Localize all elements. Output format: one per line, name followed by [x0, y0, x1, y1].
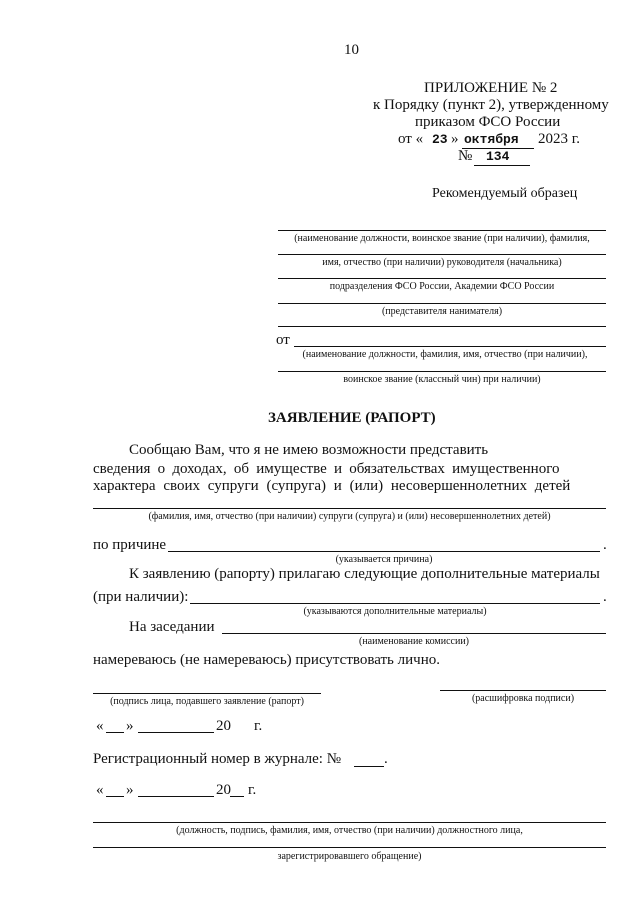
registration-end: .: [384, 751, 388, 767]
attach-line: [190, 603, 600, 604]
registrar-line: [93, 822, 606, 823]
registrar-caption: зарегистрировавшего обращение): [277, 851, 422, 862]
page-number: 10: [344, 42, 359, 58]
addressee-line: [278, 254, 606, 255]
date-day-line: [106, 732, 124, 733]
reg-date-month-line: [138, 796, 214, 797]
appendix-date-prefix: от «: [398, 131, 424, 147]
date-close-quote: »: [126, 718, 134, 734]
body-line3: характера своих супруги (супруга) и (или) несовершеннолетних детей: [93, 478, 571, 494]
appendix-number-value: 134: [486, 149, 510, 164]
appendix-line1: к Порядку (пункт 2), утвержденному: [373, 97, 609, 113]
appendix-date-year: 2023 г.: [538, 131, 580, 147]
attach-end: .: [603, 589, 607, 605]
reg-date-suffix: г.: [248, 782, 257, 798]
registrar-line: [93, 847, 606, 848]
signature-caption: (подпись лица, подавшего заявление (рапорт): [110, 696, 304, 707]
reason-end: .: [603, 537, 607, 553]
attach-label: (при наличии):: [93, 589, 189, 605]
reason-label: по причине: [93, 537, 167, 553]
date-year: 20: [216, 718, 231, 734]
from-caption: воинское звание (классный чин) при наличии): [343, 374, 541, 385]
signature-line: [93, 693, 321, 694]
date-month-line: [138, 732, 214, 733]
appendix-line2: приказом ФСО России: [415, 114, 561, 130]
meeting-line: [222, 633, 606, 634]
document-heading: ЗАЯВЛЕНИЕ (РАПОРТ): [268, 410, 436, 426]
attach-line1: К заявлению (рапорту) прилагаю следующие дополнительные материалы: [129, 566, 600, 582]
attend-line: намереваюсь (не намереваюсь) присутствовать лично.: [93, 652, 440, 668]
appendix-number-underline: [474, 165, 530, 166]
addressee-line: [278, 278, 606, 279]
addressee-line: [278, 303, 606, 304]
addressee-caption: подразделения ФСО России, Академии ФСО России: [329, 281, 555, 292]
reg-date-day-line: [106, 796, 124, 797]
body-line2: сведения о доходах, об имуществе и обязательствах имущественного: [93, 461, 560, 477]
reg-date-year: 20: [216, 782, 231, 798]
addressee-line: [278, 230, 606, 231]
registrar-caption: (должность, подпись, фамилия, имя, отчество (при наличии) должностного лица,: [176, 825, 523, 836]
spouse-caption: (фамилия, имя, отчество (при наличии) супруги (супруга) и (или) несовершеннолетних детей): [148, 511, 551, 522]
reason-line: [168, 551, 600, 552]
reg-date-year-line: [230, 796, 244, 797]
addressee-caption: (наименование должности, воинское звание (при наличии), фамилия,: [294, 233, 590, 244]
recommended-sample: Рекомендуемый образец: [432, 186, 578, 201]
attach-caption: (указываются дополнительные материалы): [303, 606, 487, 617]
meeting-caption: (наименование комиссии): [358, 636, 469, 647]
addressee-line: [278, 326, 606, 327]
addressee-caption: (представителя нанимателя): [381, 306, 503, 317]
registration-label: Регистрационный номер в журнале: №: [93, 751, 342, 767]
body-line1: Сообщаю Вам, что я не имею возможности представить: [129, 442, 489, 458]
reg-date-open-quote: «: [96, 782, 104, 798]
from-line: [294, 346, 606, 347]
reason-caption: (указывается причина): [335, 554, 433, 565]
appendix-date-mid: »: [451, 131, 459, 147]
from-caption: (наименование должности, фамилия, имя, отчество (при наличии),: [302, 349, 588, 360]
reg-date-close-quote: »: [126, 782, 134, 798]
meeting-label: На заседании: [129, 619, 215, 635]
addressee-caption: имя, отчество (при наличии) руководителя (начальника): [322, 257, 562, 268]
from-label: от: [276, 332, 290, 348]
appendix-title: ПРИЛОЖЕНИЕ № 2: [424, 80, 558, 96]
spouse-line: [93, 508, 606, 509]
date-open-quote: «: [96, 718, 104, 734]
appendix-date-day: 23: [432, 132, 448, 147]
date-suffix: г.: [254, 718, 263, 734]
decode-caption: (расшифровка подписи): [471, 693, 575, 704]
appendix-date-month: октября: [464, 132, 519, 147]
decode-line: [440, 690, 606, 691]
registration-number-line: [354, 766, 384, 767]
from-line: [278, 371, 606, 372]
appendix-number-prefix: №: [458, 148, 473, 164]
